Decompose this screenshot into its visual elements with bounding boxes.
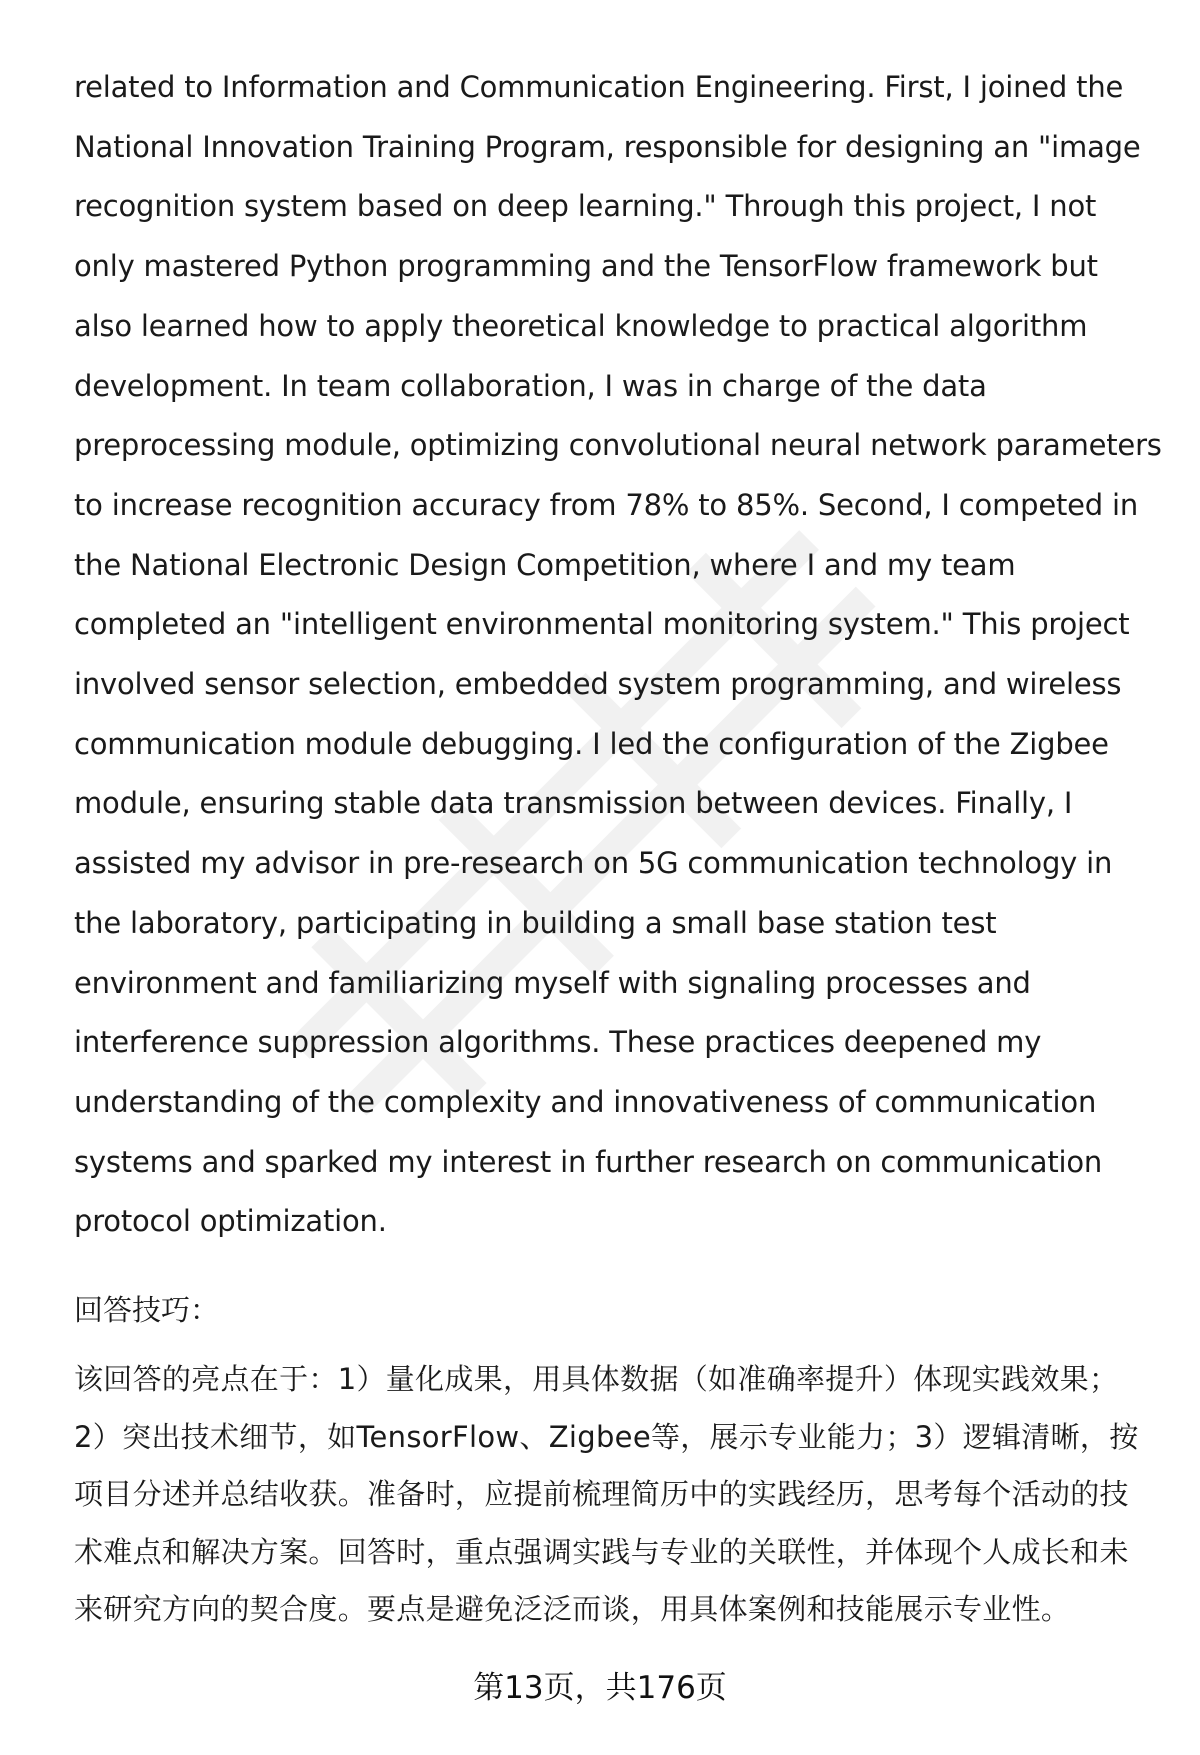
answer-paragraph — [74, 58, 1164, 1252]
paragraph-line: to increase recognition accuracy from 78% to 85%. Second, I competed in — [74, 487, 1139, 522]
tips-paragraph — [74, 1351, 1164, 1639]
paragraph-line: systems and sparked my interest in further research on communication — [74, 1144, 1103, 1179]
paragraph-line: also learned how to apply theoretical knowledge to practical algorithm — [74, 308, 1088, 343]
tips-line: 术难点和解决方案。回答时，重点强调实践与专业的关联性，并体现个人成长和未 — [74, 1534, 1129, 1569]
paragraph-line: preprocessing module, optimizing convolutional neural network parameters — [74, 428, 1162, 463]
paragraph-line: National Innovation Training Program, responsible for designing an "image — [74, 129, 1141, 164]
tips-line: 来研究方向的契合度。要点是避免泛泛而谈，用具体案例和技能展示专业性。 — [74, 1592, 1071, 1627]
paragraph-line: only mastered Python programming and the TensorFlow framework but — [74, 249, 1098, 284]
paragraph-line: recognition system based on deep learning." Through this project, I not — [74, 189, 1097, 224]
paragraph-line: assisted my advisor in pre-research on 5G communication technology in — [74, 846, 1113, 881]
paragraph-line: interference suppression algorithms. These practices deepened my — [74, 1025, 1042, 1060]
tips-line: 项目分述并总结收获。准备时，应提前梳理简历中的实践经历，思考每个活动的技 — [74, 1477, 1129, 1512]
paragraph-line: module, ensuring stable data transmission between devices. Finally, I — [74, 786, 1073, 821]
paragraph-line: communication module debugging. I led the configuration of the Zigbee — [74, 726, 1109, 761]
tips-line: 2）突出技术细节，如TensorFlow、Zigbee等，展示专业能力；3）逻辑清晰，按 — [74, 1419, 1139, 1454]
paragraph-line: understanding of the complexity and innovativeness of communication — [74, 1084, 1097, 1119]
paragraph-line: related to Information and Communication Engineering. First, I joined the — [74, 70, 1124, 104]
tips-line: 该回答的亮点在于：1）量化成果，用具体数据（如准确率提升）体现实践效果； — [74, 1362, 1119, 1396]
paragraph-line: the National Electronic Design Competition, where I and my team — [74, 547, 1016, 582]
paragraph-line: protocol optimization. — [74, 1204, 387, 1239]
paragraph-line: the laboratory, participating in building a small base station test — [74, 905, 997, 940]
tips-heading: 回答技巧： — [74, 1293, 220, 1327]
paragraph-line: completed an "intelligent environmental monitoring system." This project — [74, 607, 1130, 642]
paragraph-line: involved sensor selection, embedded system programming, and wireless — [74, 667, 1122, 702]
paragraph-line: environment and familiarizing myself with signaling processes and — [74, 965, 1031, 1000]
paragraph-line: development. In team collaboration, I was in charge of the data — [74, 368, 987, 403]
page-number: 第13页，共176页 — [473, 1670, 727, 1706]
